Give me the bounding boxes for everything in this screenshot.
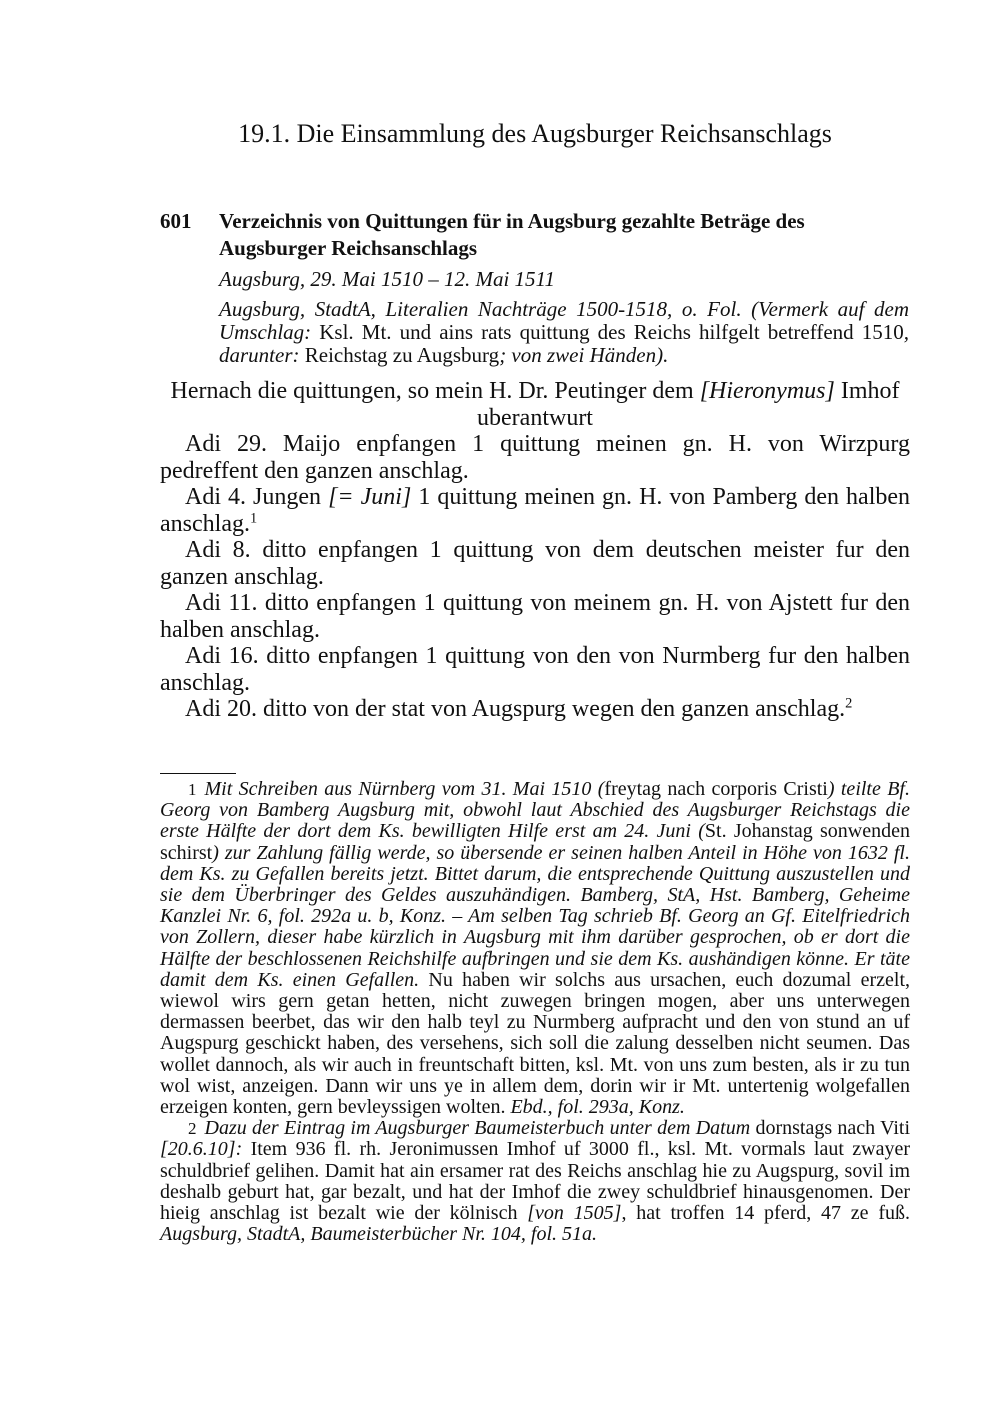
footnote-2-f: , hat troffen 14 pferd, 47 ze fuß. (621, 1202, 910, 1225)
document-source (219, 298, 909, 367)
entry-2-a: Adi 4. Jungen (185, 484, 329, 510)
source-part-1: Augsburg, StadtA, Literalien Nachträge 1500-1518, o. Fol. (Vermerk auf dem Umschlag: (219, 297, 909, 344)
entry-2-b: [= Juni] (328, 484, 412, 510)
footnote-1-mark: 1 (188, 780, 197, 799)
body-heading-b: [Hieronymus] (699, 378, 835, 404)
entry-6 (160, 696, 910, 723)
footnote-1-e: ) zur Zahlung fällig werde, so übersende er seinen halben Anteil in Höhe von 1632 fl. dem Ks. zu Gefallen bereits jetzt. Bittet darum, die entsprechende Quittung auszustellen und sie dem Überbringer des Geldes auszuhändigen. Bamberg, StA, Hst. Bamberg, Geheime Kanzlei Nr. 6, fol. 292a u. b, Konz. – Am selben Tag schrieb Bf. Georg an Gf. Eitelfriedrich von Zollern, dieser habe kürzlich in Augsburg mit ihm darüber gesprochen, ob er dort die Hälfte der beschlossenen Reichshilfe aufbringen und sie dem Ks. aushändigen könne. Er täte damit dem Ks. einen Gefallen. (160, 841, 910, 991)
footnote-1 (160, 779, 910, 1118)
entry-2 (160, 484, 910, 537)
source-part-5: ; von zwei Händen). (499, 343, 669, 367)
entry-5: Adi 16. ditto enpfangen 1 quittung von den von Nurmberg fur den halben anschlag. (160, 643, 910, 696)
document-date: Augsburg, 29. Mai 1510 – 12. Mai 1511 (219, 267, 555, 291)
entry-1: Adi 29. Maijo enpfangen 1 quittung meinen gn. H. von Wirzpurg pedreffent den ganzen anschlag. (160, 431, 910, 484)
footnote-2-a: Dazu der Eintrag im Augsburger Baumeisterbuch unter dem Datum (204, 1117, 751, 1140)
body-heading-c: Imhof uberantwurt (477, 378, 900, 431)
footnote-2-d: Item 936 fl. rh. Jeronimussen Imhof uf 3000 fl., ksl. Mt. vormals laut zwayer schuldbrief gelihen. Damit hat ain ersamer rat des Reichs anschlag hie zu Augspurg, sovil im deshalb geburt hat, gar bezalt, und hat der Imhof die zwey schuldbrief hinausgenomen. Der hieig anschlag ist bezalt wie der kölnisch (160, 1138, 910, 1225)
body-heading (160, 378, 910, 431)
footnote-1-g: Ebd., fol. 293a, Konz. (505, 1096, 685, 1119)
footnote-1-c: ) teilte Bf. Georg von Bamberg Augsburg mit, obwohl laut Abschied des Augsburger Reichstags die erste Hälfte der dort dem Ks. bewilligten Hilfe erst am 24. Juni ( (160, 778, 910, 843)
footnote-1-f: Nu haben wir solchs aus ursachen, euch dozumal erzelt, wiewol wirs gern getan hetten, nicht zuwegen bringen mogen, aber uns unterwegen dermassen beerbet, das wir den halb teyl zu Nurmberg aufpracht und den von stund an uf Augspurg geschickt haben, des versehens, sich soll die zalung desselben nicht seumen. Das wollet dannoch, als wir auch in freuntschaft bitten, ksl. Mt. von uns zum besten, als ir zu tun wol wist, anzeigen. Dann wir uns ye in allem dem, dorin wir ir Mt. untertenig wolgefallen erzeigen konten, gern bevleyssigen wolten. (160, 968, 910, 1119)
document-body (160, 378, 910, 723)
document-number: 601 (160, 209, 192, 233)
footnote-2-mark: 2 (188, 1119, 197, 1139)
document-heading: Verzeichnis von Quittungen für in Augsburg gezahlte Beträge des Augsburger Reichsanschlags (219, 209, 805, 260)
footnote-2-b: dornstags nach Viti (750, 1117, 911, 1140)
entry-6-text: Adi 20. ditto von der stat von Augspurg wegen den ganzen anschlag. (185, 696, 846, 722)
entry-2-c: 1 quittung meinen gn. H. von Pamberg den halben anschlag. (160, 484, 911, 537)
footnote-ref-2[interactable]: 2 (845, 695, 853, 712)
entry-3: Adi 8. ditto enpfangen 1 quittung von dem deutschen meister fur den ganzen anschlag. (160, 537, 910, 590)
source-part-4: Reichstag zu Augsburg (299, 343, 500, 367)
footnote-1-d: St. Johanstag sonwenden schirst (160, 820, 910, 864)
footnotes (160, 779, 910, 1245)
footnote-2-g: Augsburg, StadtA, Baumeisterbücher Nr. 104, fol. 51a. (160, 1223, 598, 1246)
footnote-2 (160, 1118, 910, 1245)
footnote-divider (160, 773, 236, 774)
footnote-ref-1[interactable]: 1 (249, 509, 258, 526)
footnote-1-a: Mit Schreiben aus Nürnberg vom 31. Mai 1510 ( (204, 778, 605, 800)
source-part-2: Ksl. Mt. und ains rats quittung des Reichs hilfgelt betreffend 1510 (311, 320, 904, 344)
source-part-3: , darunter: (219, 320, 909, 367)
footnote-2-c: [20.6.10]: (160, 1138, 243, 1161)
chapter-title: 19.1. Die Einsammlung des Augsburger Reichsanschlags (238, 119, 832, 148)
entry-4: Adi 11. ditto enpfangen 1 quittung von meinem gn. H. von Ajstett fur den halben anschlag. (160, 590, 910, 643)
footnote-1-b: freytag nach corporis Cristi (604, 778, 828, 800)
footnote-2-e: [von 1505] (527, 1202, 622, 1225)
body-heading-a: Hernach die quittungen, so mein H. Dr. Peutinger dem (170, 378, 700, 404)
